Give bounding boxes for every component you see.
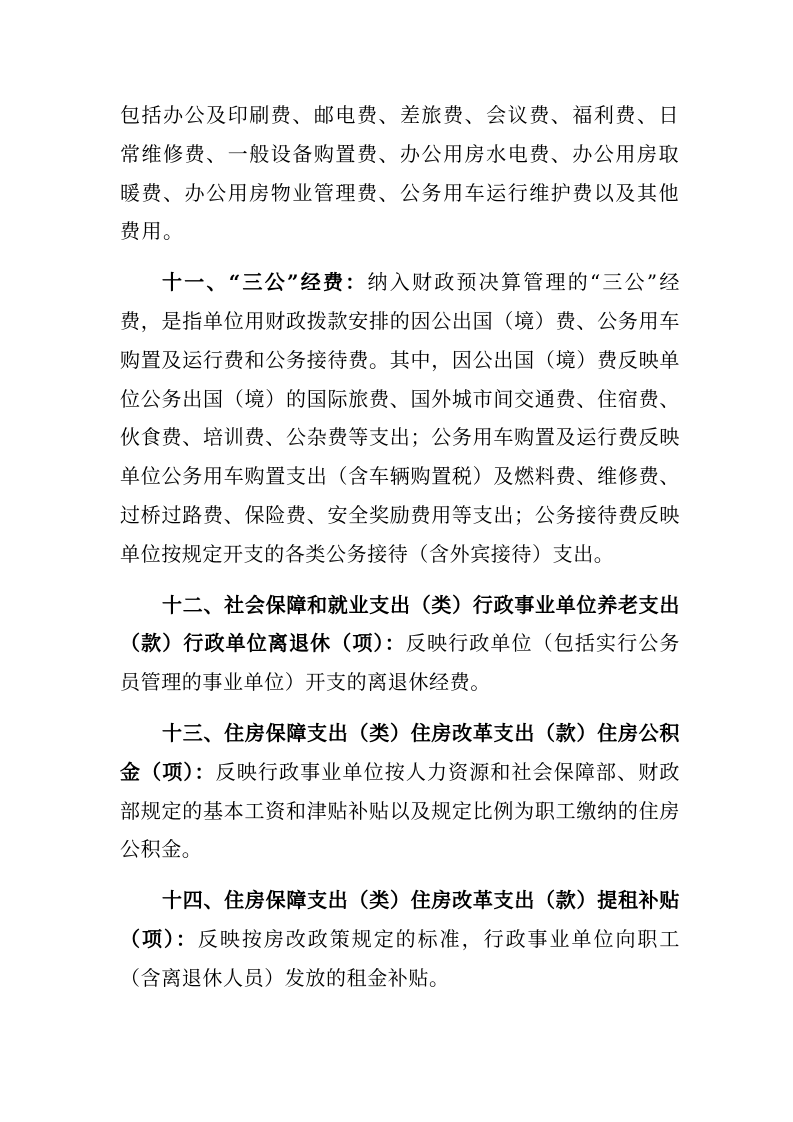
paragraph-housing-provident-fund xyxy=(120,714,680,869)
paragraph-text: 反映按房改政策规定的标准，行政事业单位向职工（含离退休人员）发放的租金补贴。 xyxy=(120,926,680,990)
paragraph-rent-subsidy xyxy=(120,881,680,997)
paragraph-heading: 十二、社会保障和就业支出（类）行政事业单位养老支出（款）行政单位离退休（项）： xyxy=(120,592,680,656)
paragraph-heading: 十一、“三公”经费： xyxy=(162,270,368,295)
paragraph-text: 包括办公及印刷费、邮电费、差旅费、会议费、福利费、日常维修费、一般设备购置费、办公用房水电费、办公用房取暖费、办公用房物业管理费、公务用车运行维护费以及其他费用。 xyxy=(120,103,680,244)
paragraph-retirement-expenditure xyxy=(120,586,680,702)
paragraph-heading: 十三、住房保障支出（类）住房改革支出（款）住房公积金（项）： xyxy=(120,720,680,784)
paragraph-public-expense-items xyxy=(120,96,680,251)
paragraph-text: 纳入财政预决算管理的“三公”经费，是指单位用财政拨款安排的因公出国（境）费、公务用车购置及运行费和公务接待费。其中，因公出国（境）费反映单位公务出国（境）的国际旅费、国外城市间交通费、住宿费、伙食费、培训费、公杂费等支出；公务用车购置及运行费反映单位公务用车购置支出（含车辆购置税）及燃料费、维修费、过桥过路费、保险费、安全奖励费用等支出；公务接待费反映单位按规定开支的各类公务接待（含外宾接待）支出。 xyxy=(120,270,680,566)
paragraph-three-public-expenses xyxy=(120,263,680,573)
document-page xyxy=(120,96,680,1010)
paragraph-text: 反映行政事业单位按人力资源和社会保障部、财政部规定的基本工资和津贴补贴以及规定比例为职工缴纳的住房公积金。 xyxy=(120,759,680,862)
paragraph-text: 反映行政单位（包括实行公务员管理的事业单位）开支的离退休经费。 xyxy=(120,631,680,695)
paragraph-heading: 十四、住房保障支出（类）住房改革支出（款）提租补贴（项）： xyxy=(120,888,680,951)
